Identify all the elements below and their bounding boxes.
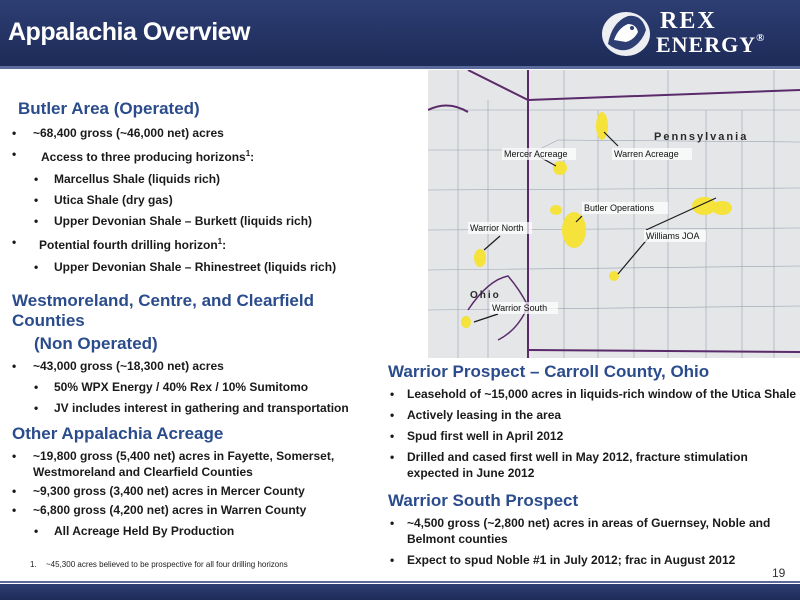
header-divider <box>0 66 800 69</box>
warrior-south-bullet-1: • ~4,500 gross (~2,800 net) acres in areas of Guernsey, Noble and Belmont counties <box>388 515 798 547</box>
map-label-butler: Butler Operations <box>584 203 655 213</box>
map-label-mercer: Mercer Acreage <box>504 149 568 159</box>
right-column <box>388 362 798 568</box>
butler-sub-3: • Upper Devonian Shale – Burkett (liquids rich) <box>0 213 390 229</box>
westmoreland-sub-2: • JV includes interest in gathering and transportation <box>0 400 390 416</box>
page-title: Appalachia Overview <box>8 18 251 46</box>
map-label-ohio: Ohio <box>470 290 501 301</box>
butler-sub-2: • Utica Shale (dry gas) <box>0 192 390 208</box>
map-label-pennsylvania: Pennsylvania <box>654 131 749 143</box>
warrior-bullet-1: • Leasehold of ~15,000 acres in liquids-rich window of the Utica Shale <box>388 386 798 402</box>
warrior-bullet-4: • Drilled and cased first well in May 2012, fracture stimulation expected in June 2012 <box>388 449 798 481</box>
dinosaur-logo-icon <box>602 12 650 56</box>
map-label-warrior-south: Warrior South <box>492 303 548 313</box>
map-label-warren: Warren Acreage <box>614 149 679 159</box>
butler-heading: Butler Area (Operated) <box>18 99 200 118</box>
logo-rex-text: REX <box>660 8 717 34</box>
butler-bullet-1: • ~68,400 gross (~46,000 net) acres <box>0 125 390 141</box>
westmoreland-heading-1: Westmoreland, Centre, and Clearfield Counties <box>12 291 314 330</box>
map-svg <box>428 70 800 358</box>
footnote-number: 1. <box>30 560 37 569</box>
warrior-south-bullet-2: • Expect to spud Noble #1 in July 2012; frac in August 2012 <box>388 552 798 568</box>
westmoreland-bullet-1: • ~43,000 gross (~18,300 net) acres <box>0 358 390 374</box>
butler-bullet-3: • Potential fourth drilling horizon$^1$: <box>0 234 390 253</box>
warrior-bullet-2: • Actively leasing in the area <box>388 407 798 423</box>
map-label-warrior-north: Warrior North <box>470 223 524 233</box>
appalachia-map <box>428 70 800 358</box>
westmoreland-sub-1: • 50% WPX Energy / 40% Rex / 10% Sumitomo <box>0 379 390 395</box>
butler-sub-1: • Marcellus Shale (liquids rich) <box>0 171 390 187</box>
footer-bar <box>0 584 800 600</box>
footer-divider <box>0 581 800 583</box>
warrior-heading: Warrior Prospect – Carroll County, Ohio <box>388 362 710 381</box>
footnote-text: ~45,300 acres believed to be prospective for all four drilling horizons <box>46 560 288 569</box>
westmoreland-heading-2: (Non Operated) <box>34 334 158 353</box>
other-sub-1: • All Acreage Held By Production <box>0 523 390 539</box>
warrior-south-heading: Warrior South Prospect <box>388 491 579 510</box>
other-heading: Other Appalachia Acreage <box>12 424 224 443</box>
logo-energy-text: ENERGY® <box>656 32 766 57</box>
left-column <box>0 95 390 539</box>
butler-sub-4: • Upper Devonian Shale – Rhinestreet (liquids rich) <box>0 259 390 275</box>
butler-bullet-2: • Access to three producing horizons$^1$: <box>0 146 390 165</box>
other-bullet-2: • ~9,300 gross (3,400 net) acres in Mercer County <box>0 483 390 499</box>
map-label-williams: Williams JOA <box>646 231 700 241</box>
warrior-bullet-3: • Spud first well in April 2012 <box>388 428 798 444</box>
other-bullet-1: • ~19,800 gross (5,400 net) acres in Fayette, Somerset, Westmoreland and Clearfield Counties <box>0 448 390 480</box>
page-number: 19 <box>772 566 786 580</box>
other-bullet-3: • ~6,800 gross (4,200 net) acres in Warren County <box>0 502 390 518</box>
